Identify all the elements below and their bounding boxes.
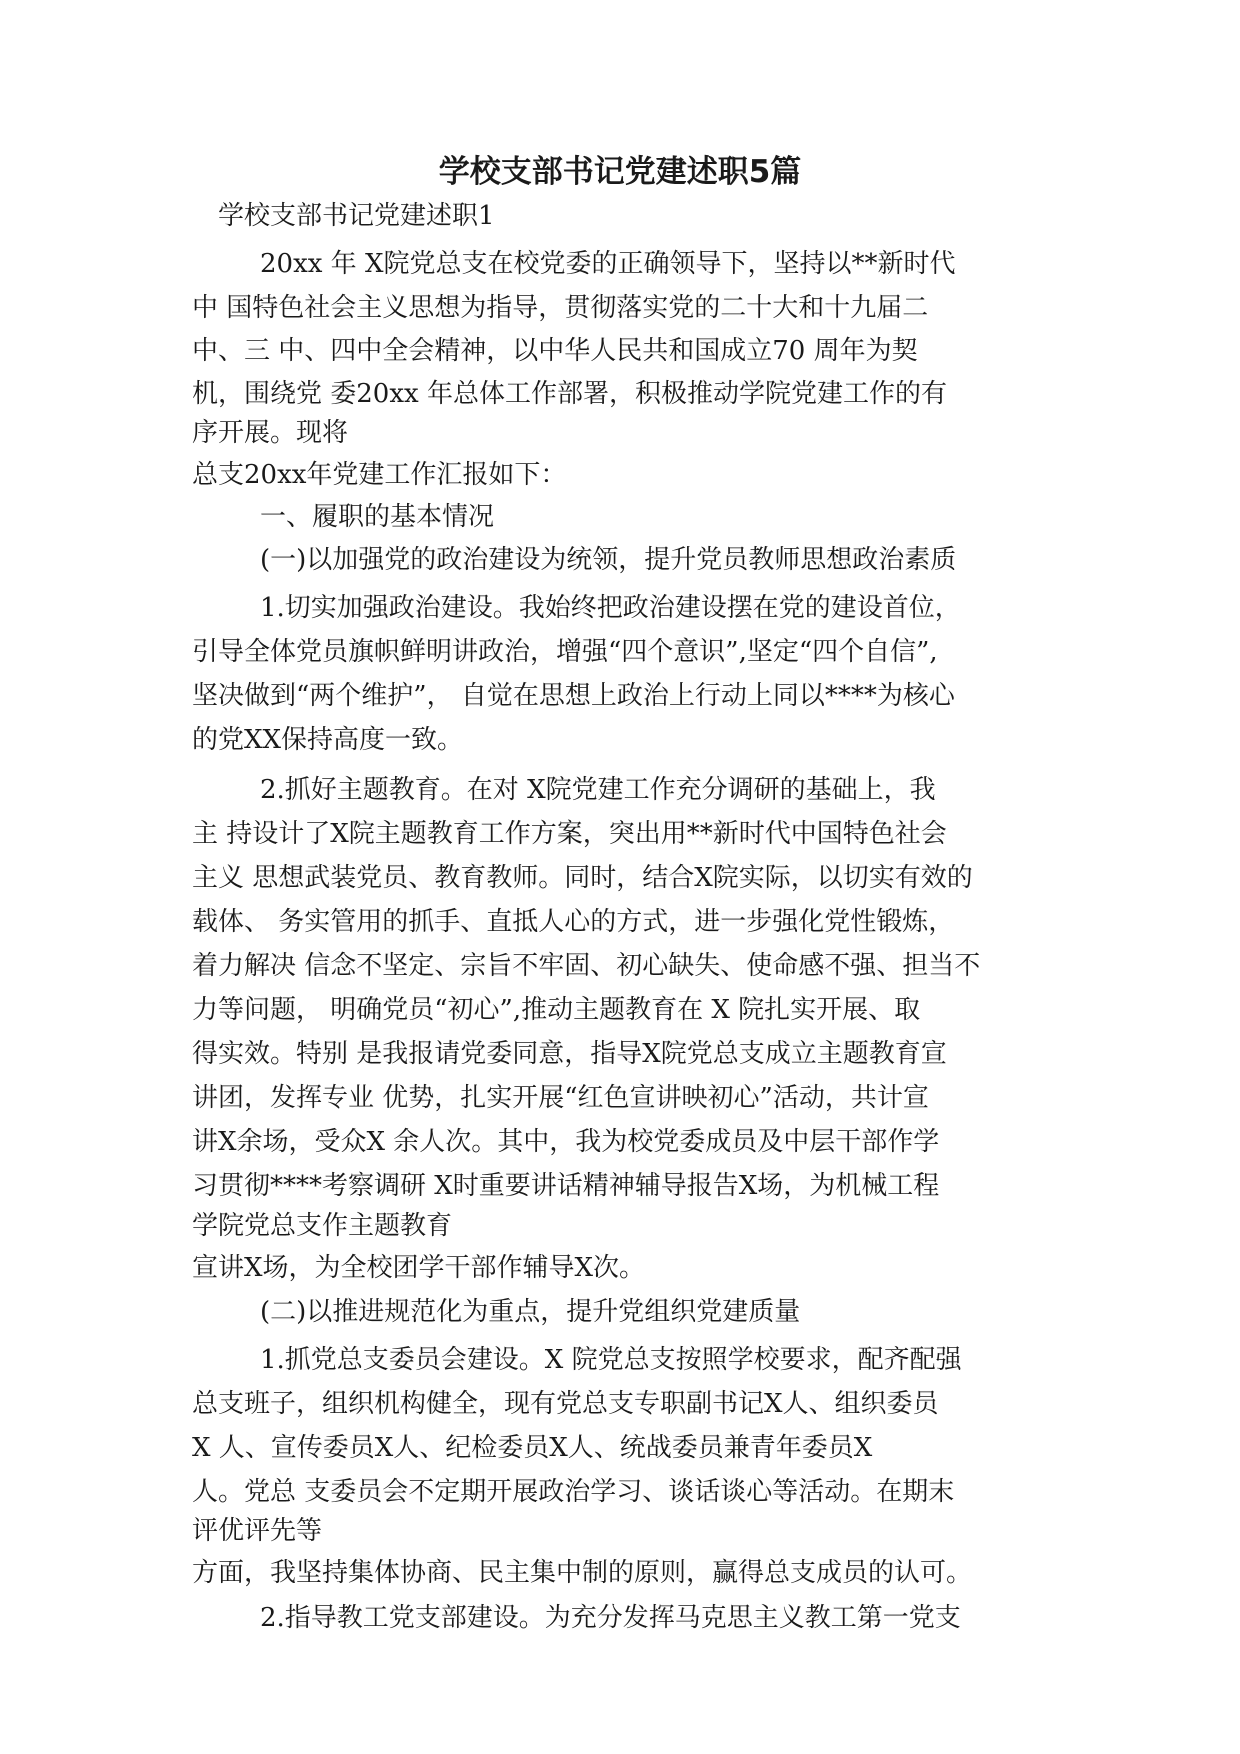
paragraph-line: 的党XX保持高度一致。 bbox=[192, 725, 464, 755]
paragraph-line: 1.抓党总支委员会建设。X 院党总支按照学校要求，配齐配强 bbox=[260, 1345, 962, 1375]
paragraph-line: 机，围绕党 委20xx 年总体工作部署，积极推动学院党建工作的有 bbox=[192, 379, 947, 409]
paragraph-line: 学院党总支作主题教育 bbox=[192, 1211, 453, 1241]
paragraph-line: 宣讲X场，为全校团学干部作辅导X次。 bbox=[192, 1253, 646, 1283]
paragraph-line: 总支班子，组织机构健全，现有党总支专职副书记X人、组织委员 bbox=[192, 1389, 939, 1419]
paragraph-line: 得实效。特别 是我报请党委同意，指导X院党总支成立主题教育宣 bbox=[192, 1039, 947, 1069]
paragraph-line: 着力解决 信念不坚定、宗旨不牢固、初心缺失、使命感不强、担当不 bbox=[192, 951, 981, 981]
paragraph-line: 1.切实加强政治建设。我始终把政治建设摆在党的建设首位， bbox=[260, 593, 961, 623]
paragraph-line: 习贯彻****考察调研 X时重要讲话精神辅导报告X场，为机械工程 bbox=[192, 1171, 940, 1201]
paragraph-line: 引导全体党员旗帜鲜明讲政治，增强“四个意识”,坚定“四个自信”, bbox=[192, 637, 938, 667]
paragraph-line: 载体、 务实管用的抓手、直抵人心的方式，进一步强化党性锻炼， bbox=[192, 907, 955, 937]
subsection-heading: (二)以推进规范化为重点，提升党组织党建质量 bbox=[260, 1297, 801, 1327]
paragraph-line: 20xx 年 X院党总支在校党委的正确领导下，坚持以**新时代 bbox=[260, 249, 956, 279]
paragraph-line: 2.抓好主题教育。在对 X院党建工作充分调研的基础上，我 bbox=[260, 775, 936, 805]
paragraph-line: 坚决做到“两个维护”， 自觉在思想上政治上行动上同以****为核心 bbox=[192, 681, 955, 711]
section-heading: 一、履职的基本情况 bbox=[260, 502, 495, 532]
paragraph-line: 主义 思想武装党员、教育教师。同时，结合X院实际，以切实有效的 bbox=[192, 863, 973, 893]
paragraph-line: 讲X余场，受众X 余人次。其中，我为校党委成员及中层干部作学 bbox=[192, 1127, 940, 1157]
paragraph-line: 方面，我坚持集体协商、民主集中制的原则，赢得总支成员的认可。 bbox=[192, 1558, 973, 1588]
paragraph-line: 力等问题， 明确党员“初心”,推动主题教育在 X 院扎实开展、取 bbox=[192, 995, 921, 1025]
paragraph-line: 总支20xx年党建工作汇报如下： bbox=[192, 460, 567, 490]
document-title: 学校支部书记党建述职5篇 bbox=[438, 154, 802, 190]
paragraph-line: 2.指导教工党支部建设。为充分发挥马克思主义教工第一党支 bbox=[260, 1603, 961, 1633]
paragraph-line: 讲团，发挥专业 优势，扎实开展“红色宣讲映初心”活动，共计宣 bbox=[192, 1083, 929, 1113]
section-heading: 学校支部书记党建述职1 bbox=[218, 201, 495, 231]
paragraph-line: 中、三 中、四中全会精神，以中华人民共和国成立70 周年为契 bbox=[192, 336, 918, 366]
subsection-heading: (一)以加强党的政治建设为统领，提升党员教师思想政治素质 bbox=[260, 545, 957, 575]
paragraph-line: 评优评先等 bbox=[192, 1516, 323, 1546]
paragraph-line: 中 国特色社会主义思想为指导，贯彻落实党的二十大和十九届二 bbox=[192, 293, 929, 323]
paragraph-line: 人。党总 支委员会不定期开展政治学习、谈话谈心等活动。在期末 bbox=[192, 1477, 955, 1507]
paragraph-line: 主 持设计了X院主题教育工作方案，突出用**新时代中国特色社会 bbox=[192, 819, 947, 849]
paragraph-line: 序开展。现将 bbox=[192, 418, 349, 448]
paragraph-line: X 人、宣传委员X人、纪检委员X人、统战委员兼青年委员X bbox=[192, 1433, 873, 1463]
